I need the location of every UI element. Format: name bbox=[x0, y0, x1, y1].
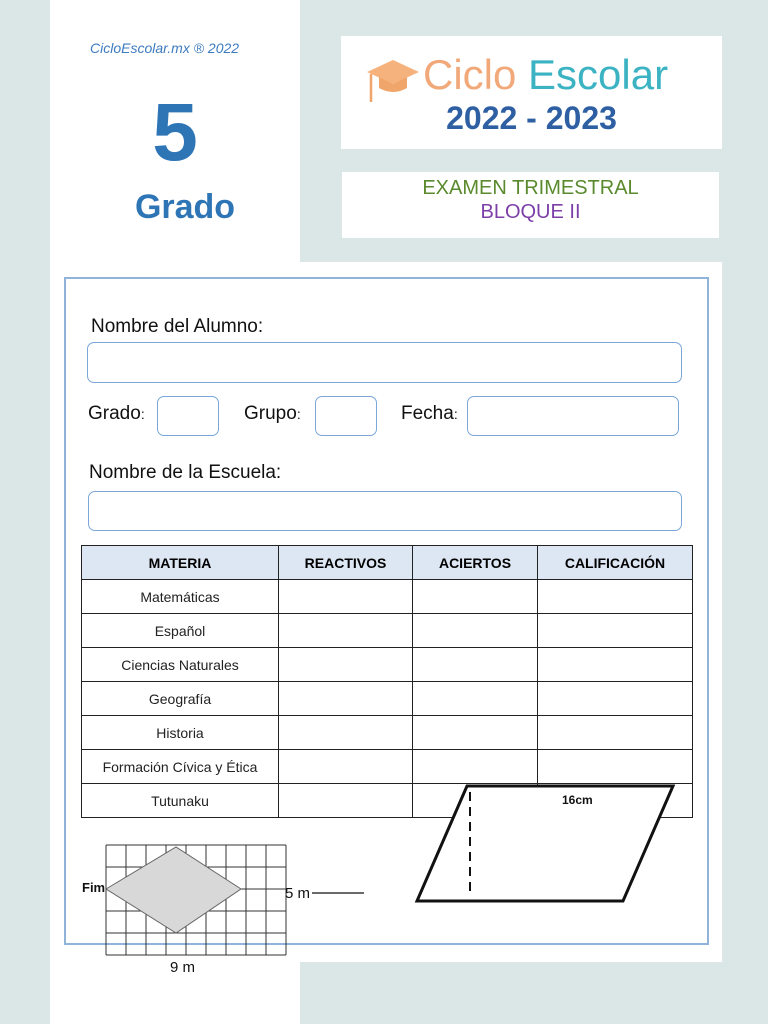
grade-word: Grado bbox=[134, 188, 236, 226]
aciertos-cell[interactable] bbox=[413, 648, 538, 682]
rhombus-height-label: 5 m bbox=[285, 885, 311, 902]
reactivos-cell[interactable] bbox=[279, 580, 413, 614]
table-row bbox=[82, 614, 693, 648]
subject-cell: Ciencias Naturales bbox=[82, 648, 279, 682]
grado-label: Grado: bbox=[88, 403, 145, 424]
student-name-field[interactable] bbox=[87, 342, 682, 383]
grupo-field[interactable] bbox=[315, 396, 377, 436]
grado-field[interactable] bbox=[157, 396, 219, 436]
calificacion-cell[interactable] bbox=[538, 682, 693, 716]
rhombus-grid-figure bbox=[80, 840, 380, 985]
grades-table bbox=[81, 545, 693, 818]
school-name-label: Nombre de la Escuela: bbox=[89, 462, 282, 483]
subject-cell: Tutunaku bbox=[82, 784, 279, 818]
school-year: 2022 - 2023 bbox=[446, 100, 617, 136]
aciertos-cell[interactable] bbox=[413, 580, 538, 614]
fecha-field[interactable] bbox=[467, 396, 679, 436]
table-row bbox=[82, 750, 693, 784]
calificacion-cell[interactable] bbox=[538, 614, 693, 648]
aciertos-cell[interactable] bbox=[413, 750, 538, 784]
exam-block: BLOQUE II bbox=[480, 201, 581, 223]
reactivos-cell[interactable] bbox=[279, 682, 413, 716]
rhombus-left-label: Fim bbox=[82, 880, 106, 895]
subject-cell: Matemáticas bbox=[82, 580, 279, 614]
reactivos-cell[interactable] bbox=[279, 784, 413, 818]
subject-cell: Formación Cívica y Ética bbox=[82, 750, 279, 784]
subject-cell: Español bbox=[82, 614, 279, 648]
reactivos-cell[interactable] bbox=[279, 648, 413, 682]
grade-number: 5 bbox=[152, 87, 198, 178]
logo-word-escolar: Escolar bbox=[528, 51, 669, 98]
aciertos-cell[interactable] bbox=[413, 614, 538, 648]
parallelogram-shape bbox=[417, 786, 673, 901]
parallelogram-top-label: 16cm bbox=[562, 793, 593, 807]
student-name-label: Nombre del Alumno: bbox=[91, 316, 264, 337]
calificacion-cell[interactable] bbox=[538, 716, 693, 750]
calificacion-cell[interactable] bbox=[538, 580, 693, 614]
header-aciertos: ACIERTOS bbox=[413, 546, 538, 580]
table-header-row bbox=[82, 546, 693, 580]
reactivos-cell[interactable] bbox=[279, 614, 413, 648]
subject-cell: Geografía bbox=[82, 682, 279, 716]
aciertos-cell[interactable] bbox=[413, 716, 538, 750]
exam-title: EXAMEN TRIMESTRAL bbox=[422, 177, 639, 199]
table-row bbox=[82, 580, 693, 614]
rhombus-width-label: 9 m bbox=[170, 959, 196, 976]
subject-cell: Historia bbox=[82, 716, 279, 750]
calificacion-cell[interactable] bbox=[538, 648, 693, 682]
grupo-label: Grupo: bbox=[244, 403, 301, 424]
table-row bbox=[82, 648, 693, 682]
table-row bbox=[82, 716, 693, 750]
copyright-text: CicloEscolar.mx ® 2022 bbox=[90, 40, 240, 56]
fecha-label: Fecha: bbox=[401, 403, 458, 424]
reactivos-cell[interactable] bbox=[279, 750, 413, 784]
header-reactivos: REACTIVOS bbox=[279, 546, 413, 580]
table-row bbox=[82, 682, 693, 716]
parallelogram-figure bbox=[410, 780, 685, 910]
logo-word-ciclo: Ciclo bbox=[423, 51, 517, 98]
header-calificacion: CALIFICACIÓN bbox=[538, 546, 693, 580]
reactivos-cell[interactable] bbox=[279, 716, 413, 750]
aciertos-cell[interactable] bbox=[413, 682, 538, 716]
header-materia: MATERIA bbox=[82, 546, 279, 580]
calificacion-cell[interactable] bbox=[538, 750, 693, 784]
school-name-field[interactable] bbox=[88, 491, 682, 531]
logo-title bbox=[423, 51, 669, 98]
